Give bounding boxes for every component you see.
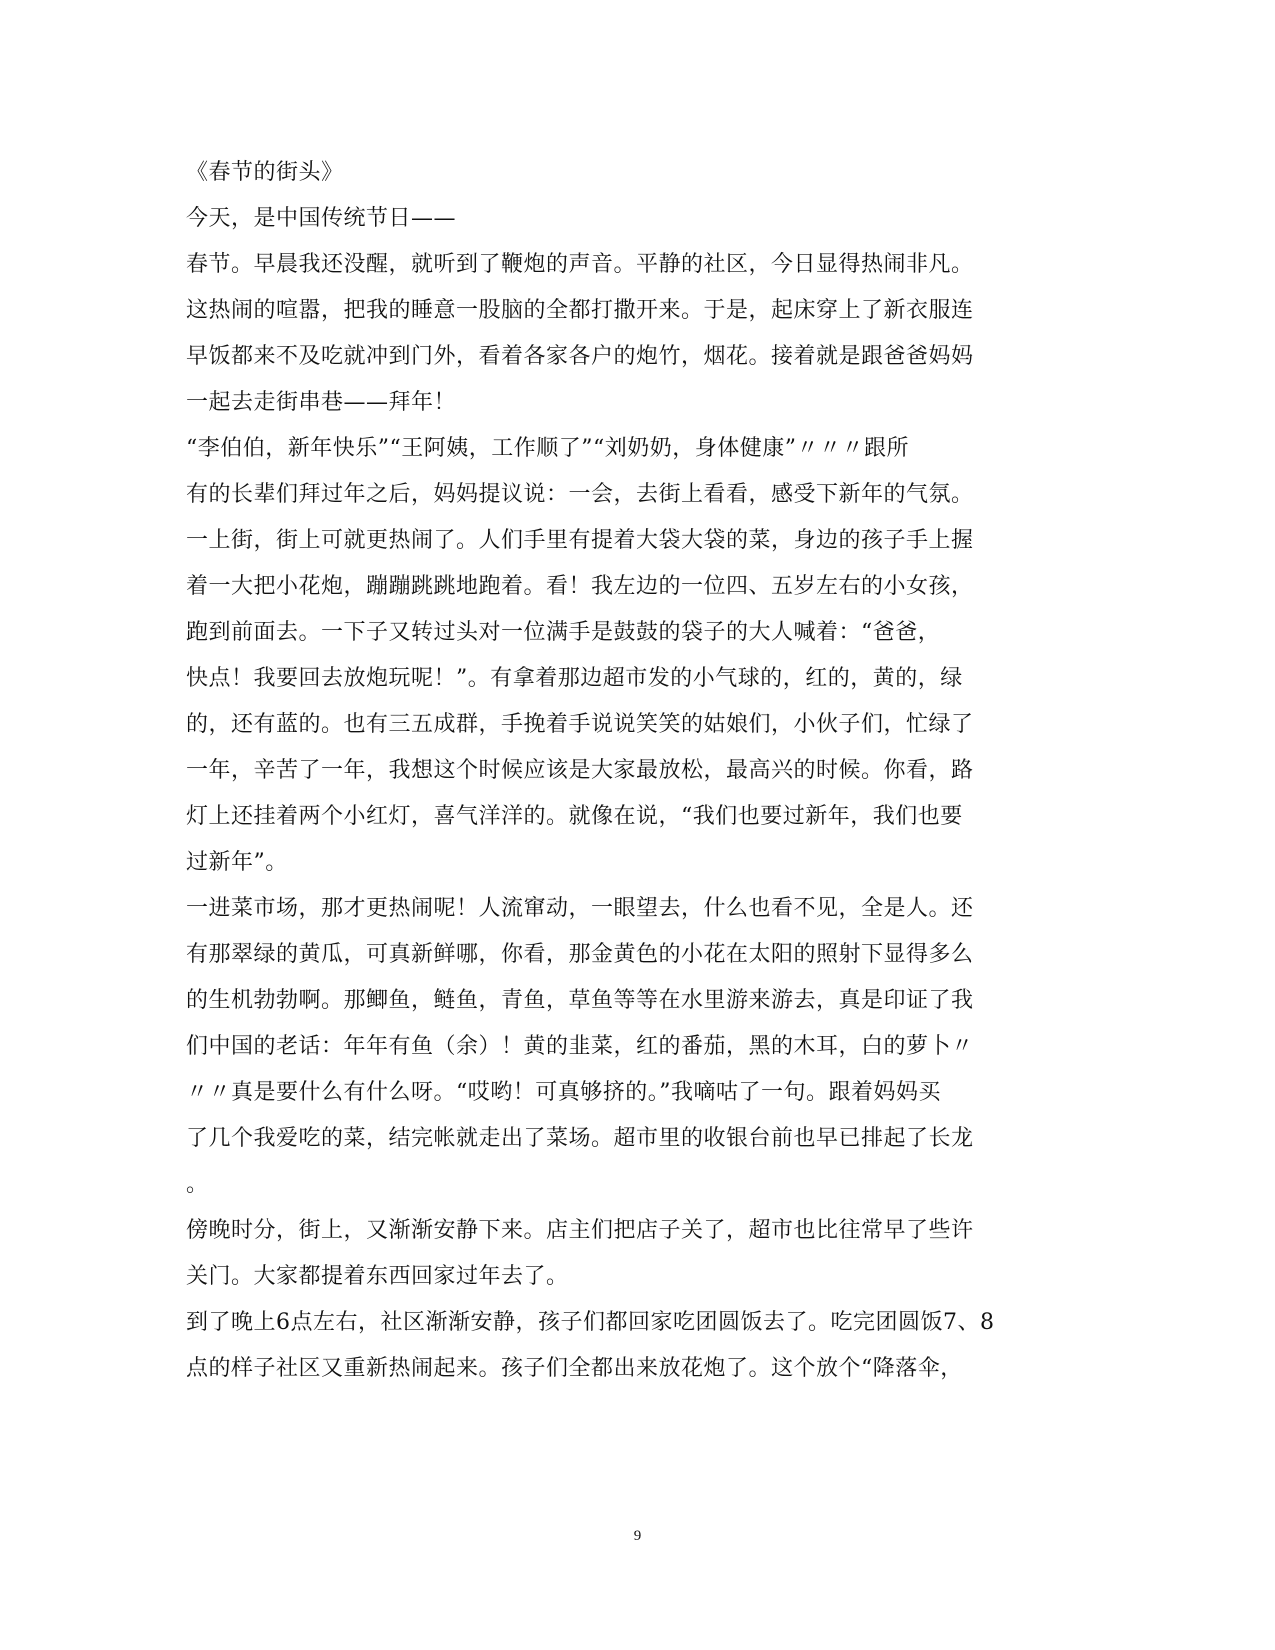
text-line: 〃〃真是要什么有什么呀。“哎哟！可真够挤的。”我嘀咕了一句。跟着妈妈买 [186,1080,941,1105]
document-body [186,150,1086,1392]
text-line: 关门。大家都提着东西回家过年去了。 [186,1264,569,1289]
text-line: 有那翠绿的黄瓜，可真新鲜哪，你看，那金黄色的小花在太阳的照射下显得多么 [186,942,974,967]
text-line: 早饭都来不及吃就冲到门外，看着各家各户的炮竹，烟花。接着就是跟爸爸妈妈 [186,344,974,369]
text-line: 快点！我要回去放炮玩呢！”。有拿着那边超市发的小气球的，红的，黄的，绿 [186,666,963,691]
text-line: 。 [186,1172,209,1197]
text-line: 春节。早晨我还没醒，就听到了鞭炮的声音。平静的社区，今日显得热闹非凡。 [186,252,974,277]
page-number: 9 [633,1528,642,1544]
text-line: 到了晚上6点左右，社区渐渐安静，孩子们都回家吃团圆饭去了。吃完团圆饭7、8 [186,1310,995,1335]
text-line: “李伯伯，新年快乐”“王阿姨，工作顺了”“刘奶奶，身体健康”〃〃〃跟所 [186,436,909,461]
text-line: 点的样子社区又重新热闹起来。孩子们全都出来放花炮了。这个放个“降落伞， [186,1356,963,1381]
text-line: 们中国的老话：年年有鱼（余）！黄的韭菜，红的番茄，黑的木耳，白的萝卜〃 [186,1034,974,1059]
text-line: 有的长辈们拜过年之后，妈妈提议说：一会，去街上看看，感受下新年的气氛。 [186,482,974,507]
text-line: 过新年”。 [186,850,288,875]
text-line: 一年，辛苦了一年，我想这个时候应该是大家最放松，最高兴的时候。你看，路 [186,758,974,783]
text-line: 了几个我爱吃的菜，结完帐就走出了菜场。超市里的收银台前也早已排起了长龙 [186,1126,974,1151]
text-line: 跑到前面去。一下子又转过头对一位满手是鼓鼓的袋子的大人喊着：“爸爸， [186,620,941,645]
text-line: 的生机勃勃啊。那鲫鱼，鲢鱼，青鱼，草鱼等等在水里游来游去，真是印证了我 [186,988,974,1013]
text-line: 的，还有蓝的。也有三五成群，手挽着手说说笑笑的姑娘们，小伙子们，忙绿了 [186,712,974,737]
text-line: 今天，是中国传统节日—— [186,206,457,231]
text-line: 一上街，街上可就更热闹了。人们手里有提着大袋大袋的菜，身边的孩子手上握 [186,528,974,553]
text-line: 灯上还挂着两个小红灯，喜气洋洋的。就像在说，“我们也要过新年，我们也要 [186,804,963,829]
text-line: 傍晚时分，街上，又渐渐安静下来。店主们把店子关了，超市也比往常早了些许 [186,1218,974,1243]
text-line: 一起去走街串巷——拜年！ [186,390,457,415]
document-title: 《春节的街头》 [186,160,344,185]
text-line: 着一大把小花炮，蹦蹦跳跳地跑着。看！我左边的一位四、五岁左右的小女孩， [186,574,974,599]
text-line: 这热闹的喧嚣，把我的睡意一股脑的全都打撒开来。于是，起床穿上了新衣服连 [186,298,974,323]
text-line: 一进菜市场，那才更热闹呢！人流窜动，一眼望去，什么也看不见，全是人。还 [186,896,974,921]
